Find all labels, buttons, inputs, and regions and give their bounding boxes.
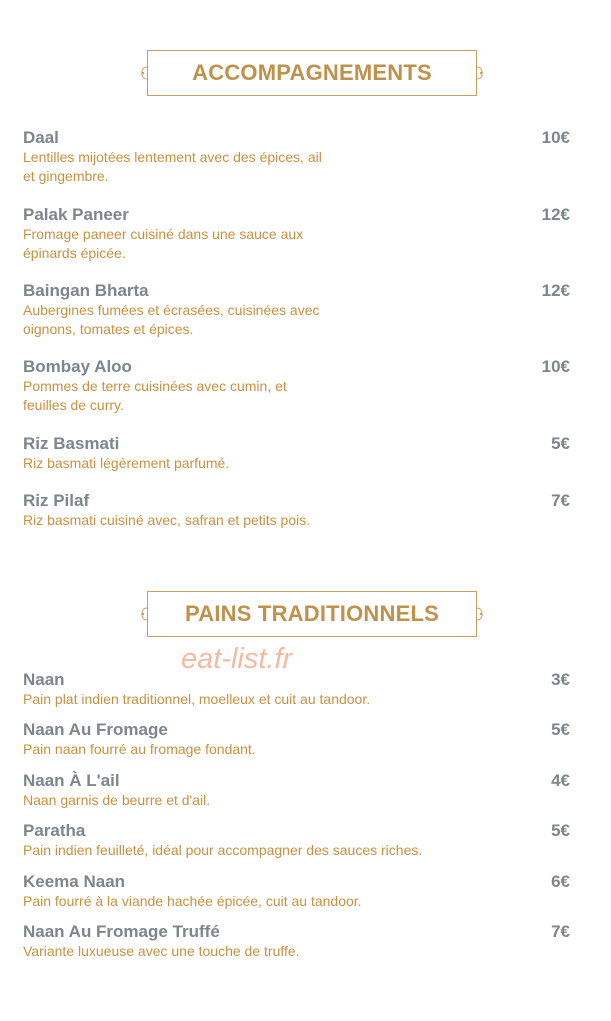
item-price: 7€ (551, 491, 570, 510)
item-name: Paratha (23, 821, 86, 840)
item-price: 4€ (551, 771, 570, 790)
section-title: ACCOMPAGNEMENTS (192, 60, 432, 85)
menu-item (23, 491, 570, 530)
item-name: Naan Au Fromage Truffé (23, 922, 220, 941)
item-price: 10€ (541, 128, 570, 147)
item-description: Fromage paneer cuisiné dans une sauce aux épinards épicée. (23, 226, 304, 261)
item-price: 7€ (551, 922, 570, 941)
section-header-accompagnements (136, 50, 488, 96)
menu-item (23, 205, 570, 263)
item-name: Naan À L'ail (23, 771, 120, 790)
item-description: Pain naan fourré au fromage fondant. (23, 741, 256, 757)
item-description: Pommes de terre cuisinées avec cumin, et feuilles de curry. (23, 378, 287, 413)
item-description: Riz basmati cuisiné avec, safran et petits pois. (23, 512, 311, 528)
item-name: Daal (23, 128, 59, 147)
item-name: Riz Pilaf (23, 491, 90, 510)
item-description: Naan garnis de beurre et d'ail. (23, 792, 211, 808)
item-name: Naan (23, 670, 65, 689)
item-description: Pain fourré à la viande hachée épicée, cuit au tandoor. (23, 893, 362, 909)
item-price: 5€ (551, 821, 570, 840)
item-price: 10€ (541, 357, 570, 376)
menu-item (23, 872, 570, 911)
item-description: Pain plat indien traditionnel, moelleux et cuit au tandoor. (23, 691, 371, 707)
menu-item (23, 821, 570, 860)
item-description: Lentilles mijotées lentement avec des épices, ail et gingembre. (23, 149, 322, 184)
item-price: 3€ (551, 670, 570, 689)
menu-item (23, 720, 570, 759)
menu-item (23, 670, 570, 709)
item-price: 5€ (551, 720, 570, 739)
menu-item (23, 281, 570, 339)
item-price: 6€ (551, 872, 570, 891)
item-name: Baingan Bharta (23, 281, 149, 300)
menu-item (23, 771, 570, 810)
item-name: Keema Naan (23, 872, 126, 891)
item-description: Riz basmati légèrement parfumé. (23, 455, 230, 471)
item-name: Palak Paneer (23, 205, 129, 224)
item-description: Variante luxueuse avec une touche de truffe. (23, 943, 300, 959)
menu-item (23, 128, 570, 186)
menu-item (23, 922, 570, 961)
menu-item (23, 357, 570, 415)
item-price: 5€ (551, 434, 570, 453)
item-description: Pain indien feuilleté, idéal pour accompagner des sauces riches. (23, 842, 423, 858)
item-price: 12€ (541, 281, 570, 300)
section-title: PAINS TRADITIONNELS (185, 601, 439, 626)
item-description: Aubergines fumées et écrasées, cuisinées avec oignons, tomates et épices. (23, 302, 320, 337)
item-name: Riz Basmati (23, 434, 120, 453)
item-name: Bombay Aloo (23, 357, 132, 376)
item-price: 12€ (541, 205, 570, 224)
item-name: Naan Au Fromage (23, 720, 168, 739)
watermark: eat-list.fr (181, 643, 293, 675)
menu-item (23, 434, 570, 473)
section-header-pains-traditionnels (136, 591, 488, 637)
